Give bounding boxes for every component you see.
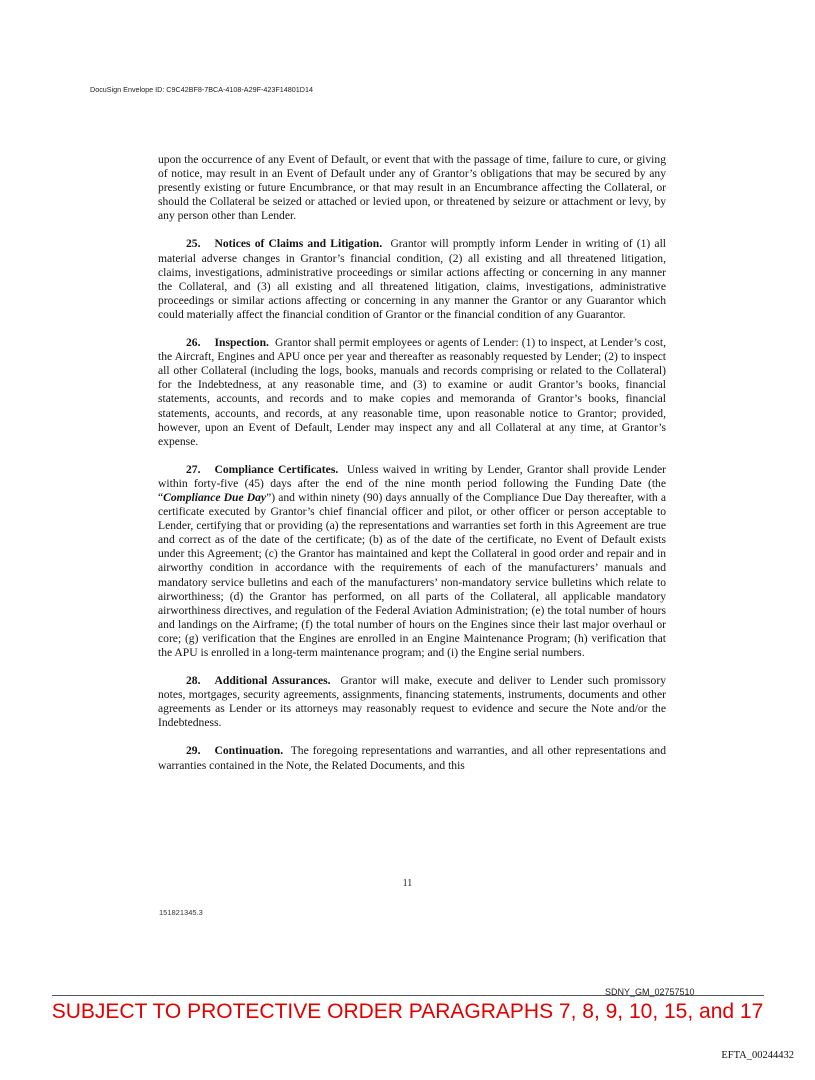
section-number: 25. xyxy=(186,237,201,251)
document-body xyxy=(158,153,666,787)
page-number: 11 xyxy=(402,878,413,889)
section-text: Grantor will promptly inform Lender in writing of (1) all material adverse changes in Grantor’s financial condition, (2) all existing and all threatened litigation, claims, investigations, administrative proceedings or similar actions affecting or concerning in any manner the Collateral, and (3) all existing and all threatened litigation, claims, investigations, administrative proceedings or similar actions affecting or concerning in any manner the Grantor or any Guarantor which could materially affect the financial condition of Grantor or the financial condition of any Guarantor. xyxy=(158,237,667,321)
section-heading: Additional Assurances. xyxy=(214,674,331,688)
section-text: The foregoing representations and warranties, and all other representations and warranties contained in the Note, the Related Documents, and this xyxy=(158,744,666,772)
section-28 xyxy=(158,674,666,730)
bates-number-efta: EFTA_00244432 xyxy=(721,1050,794,1061)
section-heading: Compliance Certificates. xyxy=(214,462,339,476)
docusign-envelope-id: DocuSign Envelope ID: C9C42BF8-7BCA-4108-A29F-423F14801D14 xyxy=(90,85,313,94)
section-29 xyxy=(158,744,666,772)
section-number: 29. xyxy=(186,744,201,758)
section-text-before: Unless waived in writing by Lender, Grantor shall provide Lender within forty-five (45) days after the end of the nine month period following the Funding Date (the “ xyxy=(158,462,667,504)
section-text: Grantor shall permit employees or agents of Lender: (1) to inspect, at Lender’s cost, the Aircraft, Engines and APU once per year and thereafter as reasonably requested by Lender; (2) to inspect all other Collateral (including the logs, books, manuals and records comprising or related to the Collateral) for the Indebtedness, at any reasonable time, and (3) to examine or audit Grantor’s books, financial statements, accounts, and records and to make copies and memoranda of Grantor’s books, financial statements, accounts, and records, at any reasonable time, upon reasonable notice to Grantor; provided, however, upon an Event of Default, Lender may inspect any and all Collateral at any time, at Grantor’s expense. xyxy=(158,336,666,448)
section-heading: Notices of Claims and Litigation. xyxy=(214,237,383,251)
footer-divider xyxy=(52,995,764,996)
defined-term: Compliance Due Day xyxy=(163,490,267,504)
intro-paragraph: upon the occurrence of any Event of Default, or event that with the passage of time, failure to cure, or giving of notice, may result in an Event of Default under any of Grantor’s obligations that may be secured by any presently existing or future Encumbrance, or that may result in an Encumbrance affecting the Collateral, or should the Collateral be seized or attached or levied upon, or threatened by seizure or attachment or levy, by any person other than Lender. xyxy=(158,153,666,223)
section-number: 26. xyxy=(186,336,201,350)
section-27 xyxy=(158,463,666,660)
section-number: 28. xyxy=(186,674,201,688)
section-number: 27. xyxy=(186,462,201,476)
section-heading: Inspection. xyxy=(214,336,269,350)
protective-order-banner: SUBJECT TO PROTECTIVE ORDER PARAGRAPHS 7, 8, 9, 10, 15, and 17 xyxy=(51,1000,764,1023)
bates-number-sdny: SDNY_GM_02757510 xyxy=(605,987,695,997)
document-number: 151821345.3 xyxy=(159,908,203,917)
section-26 xyxy=(158,336,666,449)
section-text-after: ”) and within ninety (90) days annually of the Compliance Due Day thereafter, with a certificate executed by Grantor’s chief financial officer and pilot, or other officer or person acceptable to Lender, certifying that or providing (a) the representations and warranties set forth in this Agreement are true and correct as of the date of the certificate; (b) as of the date of the certificate, no Event of Default exists under this Agreement; (c) the Grantor has maintained and kept the Collateral in good order and repair and in airworthy condition in accordance with the requirements of each of the manufacturers’ manuals and mandatory service bulletins and each of the manufacturers’ non-mandatory service bulletins which relate to airworthiness; (d) the Grantor has performed, on all parts of the Collateral, all applicable mandatory airworthiness directives, and regulation of the Federal Aviation Administration; (e) the total number of hours and landings on the Airframe; (f) the total number of hours on the Engines since their last major overhaul or core; (g) verification that the Engines are enrolled in an Engine Maintenance Program; (h) verification that the APU is enrolled in a long-term maintenance program; and (i) the Engine serial numbers. xyxy=(158,490,666,659)
section-heading: Continuation. xyxy=(214,744,284,758)
section-25 xyxy=(158,237,666,322)
section-text: Grantor will make, execute and deliver to Lender such promissory notes, mortgages, security agreements, assignments, financing statements, instruments, documents and other agreements as Lender or its attorneys may reasonably request to evidence and secure the Note and/or the Indebtedness. xyxy=(158,674,667,730)
